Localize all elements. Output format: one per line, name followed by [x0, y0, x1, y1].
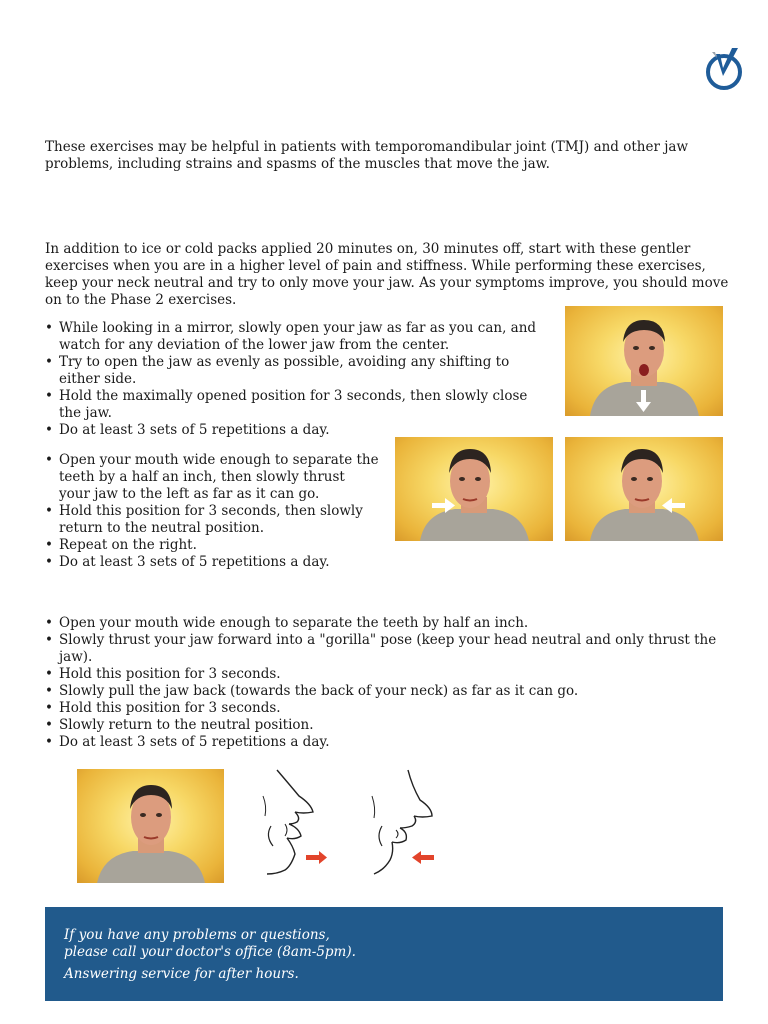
list-item: • Do at least 3 sets of 5 repetitions a day.	[45, 422, 550, 439]
phase1-intro-paragraph: In addition to ice or cold packs applied 20 minutes on, 30 minutes off, start with these gentler exercises when you are in a higher level of pain and stiffness. While performing these exercises, keep your neck neutral and try to only move your jaw. As your symptoms improve, you should move on to the Phase 2 exercises.	[45, 241, 729, 308]
arrow-right-icon	[255, 766, 335, 881]
jaw-open-photo	[565, 306, 723, 416]
list-item: • Open your mouth wide enough to separate the teeth by a half an inch, then slowly thrust your jaw to the left as far as it can go.	[45, 452, 380, 503]
jaw-neutral-photo	[77, 769, 224, 883]
list-item: • Slowly thrust your jaw forward into a "gorilla" pose (keep your head neutral and only thrust the jaw).	[45, 632, 735, 666]
logo-icon	[704, 46, 746, 92]
arrow-down-icon	[565, 306, 723, 416]
list-item: • While looking in a mirror, slowly open your jaw as far as you can, and watch for any deviation of the lower jaw from the center.	[45, 320, 550, 354]
footer-line-2: please call your doctor's office (8am-5pm).	[64, 944, 356, 960]
footer-line-1: If you have any problems or questions,	[64, 927, 330, 943]
list-item: • Open your mouth wide enough to separate the teeth by half an inch.	[45, 615, 735, 632]
exercise2-list	[45, 452, 380, 571]
list-item: • Slowly return to the neutral position.	[45, 717, 735, 734]
list-item: • Hold this position for 3 seconds.	[45, 700, 735, 717]
list-item: • Repeat on the right.	[45, 537, 380, 554]
list-item: • Try to open the jaw as evenly as possible, avoiding any shifting to either side.	[45, 354, 550, 388]
list-item: • Slowly pull the jaw back (towards the back of your neck) as far as it can go.	[45, 683, 735, 700]
contact-footer	[45, 907, 723, 1001]
exercise1-list	[45, 320, 550, 439]
arrow-left-icon	[360, 766, 440, 881]
list-item: • Hold the maximally opened position for 3 seconds, then slowly close the jaw.	[45, 388, 550, 422]
exercise3-list	[45, 615, 735, 751]
list-item: • Do at least 3 sets of 5 repetitions a day.	[45, 554, 380, 571]
list-item: • Do at least 3 sets of 5 repetitions a day.	[45, 734, 735, 751]
arrow-right-icon	[395, 437, 553, 541]
jaw-back-sketch	[360, 766, 440, 881]
footer-line-3: Answering service for after hours.	[64, 966, 299, 982]
jaw-forward-sketch	[255, 766, 335, 881]
list-item: • Hold this position for 3 seconds, then slowly return to the neutral position.	[45, 503, 380, 537]
list-item: • Hold this position for 3 seconds.	[45, 666, 735, 683]
arrow-left-icon	[565, 437, 723, 541]
jaw-left-photo	[395, 437, 553, 541]
intro-paragraph: These exercises may be helpful in patients with temporomandibular joint (TMJ) and other jaw problems, including strains and spasms of the muscles that move the jaw.	[45, 139, 689, 172]
jaw-right-photo	[565, 437, 723, 541]
